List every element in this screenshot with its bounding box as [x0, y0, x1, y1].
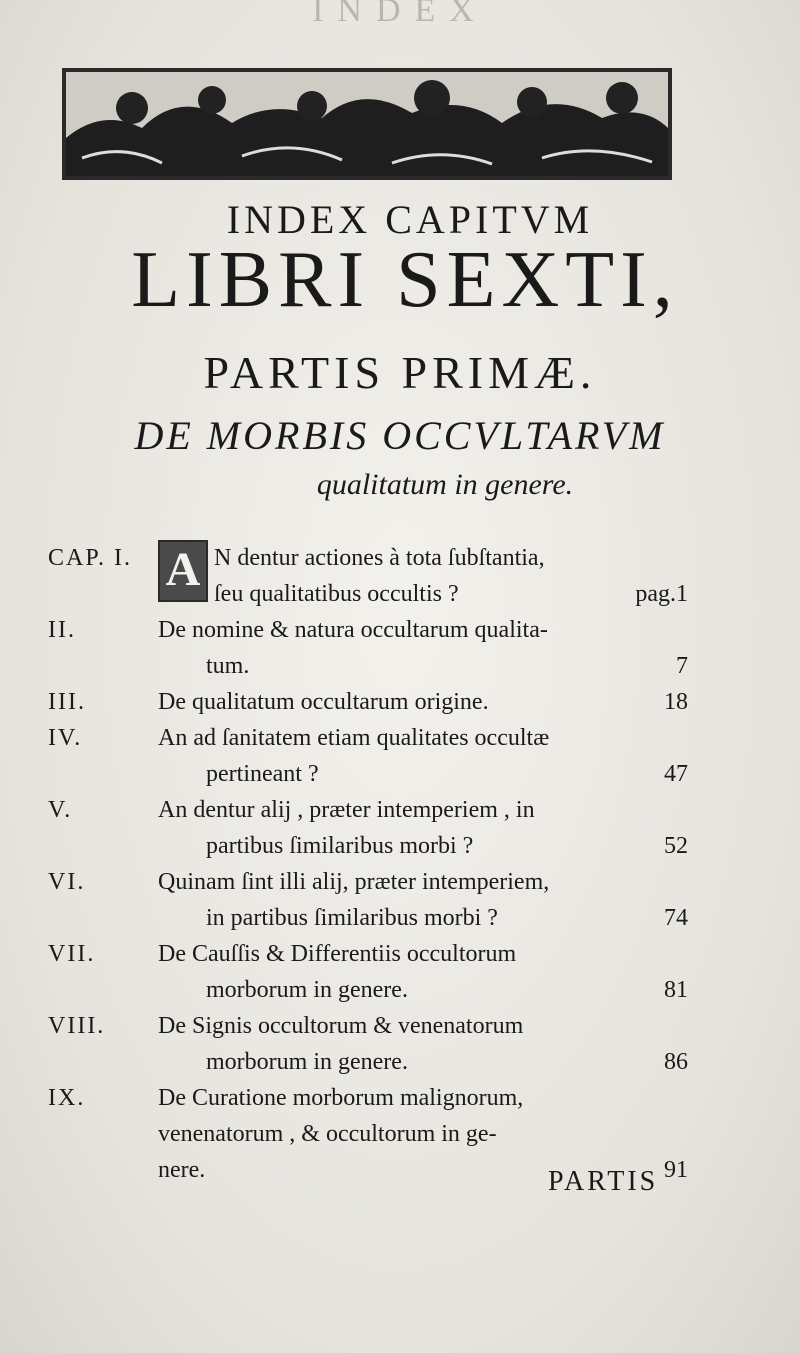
chapter-title-line: morborum in genere. [206, 1049, 408, 1075]
title-de-morbis: DE MORBIS OCCVLTARVM [134, 413, 666, 458]
chapter-entry [48, 540, 688, 612]
chapter-entry [48, 684, 688, 720]
chapter-index-list [48, 540, 688, 1188]
chapter-number: V. [48, 797, 73, 823]
chapter-number: III. [48, 689, 86, 715]
chapter-entry [48, 936, 688, 1008]
chapter-title-line: pertineant ? [206, 761, 319, 787]
chapter-title-line: ſeu qualitatibus occultis ? [214, 581, 459, 607]
page-number: 86 [664, 1049, 688, 1075]
chapter-title-line: venenatorum , & occultorum in ge- [158, 1121, 497, 1147]
chapter-number: IV. [48, 725, 83, 751]
page-number: 47 [664, 761, 688, 787]
page-number: 91 [664, 1157, 688, 1183]
chapter-entry [48, 612, 688, 684]
chapter-number: CAP. I. [48, 545, 133, 571]
chapter-title-line: De Signis occultorum & venenatorum [158, 1013, 524, 1039]
chapter-number: VII. [48, 941, 96, 967]
chapter-title-line: De Curatione morborum malignorum, [158, 1085, 524, 1111]
catchword: PARTIS [548, 1166, 659, 1197]
chapter-title-line: Quinam ſint illi alij, præter intemperiem, [158, 869, 550, 895]
chapter-number: VIII. [48, 1013, 106, 1039]
chapter-entry [48, 1008, 688, 1080]
title-index-capitum: INDEX CAPITVM [226, 197, 594, 242]
chapter-number: II. [48, 617, 76, 643]
chapter-title-line: An dentur alij , præter intemperiem , in [158, 797, 535, 823]
chapter-title-line: De Cauſſis & Differentiis occultorum [158, 941, 517, 967]
page-number: 74 [664, 905, 688, 931]
chapter-number: VI. [48, 869, 86, 895]
page-number: 52 [664, 833, 688, 859]
page-number: 7 [676, 653, 688, 679]
page-number: 81 [664, 977, 688, 1003]
title-partis-primae: PARTIS PRIMÆ. [203, 347, 597, 398]
woodcut-headpiece-ornament [62, 68, 672, 180]
running-head-showthrough: INDEX [312, 0, 488, 29]
title-libri-sexti: LIBRI SEXTI, [131, 236, 679, 324]
chapter-title-line: nere. [158, 1157, 206, 1183]
page-number: 18 [664, 689, 688, 715]
chapter-title-line: De qualitatum occultarum origine. [158, 689, 489, 715]
chapter-title-line: N dentur actiones à tota ſubſtantia, [214, 545, 545, 571]
chapter-entry [48, 720, 688, 792]
title-qualitatum: qualitatum in genere. [316, 468, 574, 501]
chapter-entry [48, 864, 688, 936]
chapter-title-line: in partibus ſimilaribus morbi ? [206, 905, 498, 931]
chapter-title-line: tum. [206, 653, 250, 679]
page-number: pag.1 [635, 581, 688, 607]
chapter-title-line: De nomine & natura occultarum qualita- [158, 617, 548, 643]
chapter-title-line: morborum in genere. [206, 977, 408, 1003]
decorated-initial: A [158, 540, 208, 602]
chapter-entry [48, 792, 688, 864]
chapter-number: IX. [48, 1085, 86, 1111]
chapter-title-line: partibus ſimilaribus morbi ? [206, 833, 474, 859]
chapter-title-line: An ad ſanitatem etiam qualitates occultæ [158, 725, 550, 751]
